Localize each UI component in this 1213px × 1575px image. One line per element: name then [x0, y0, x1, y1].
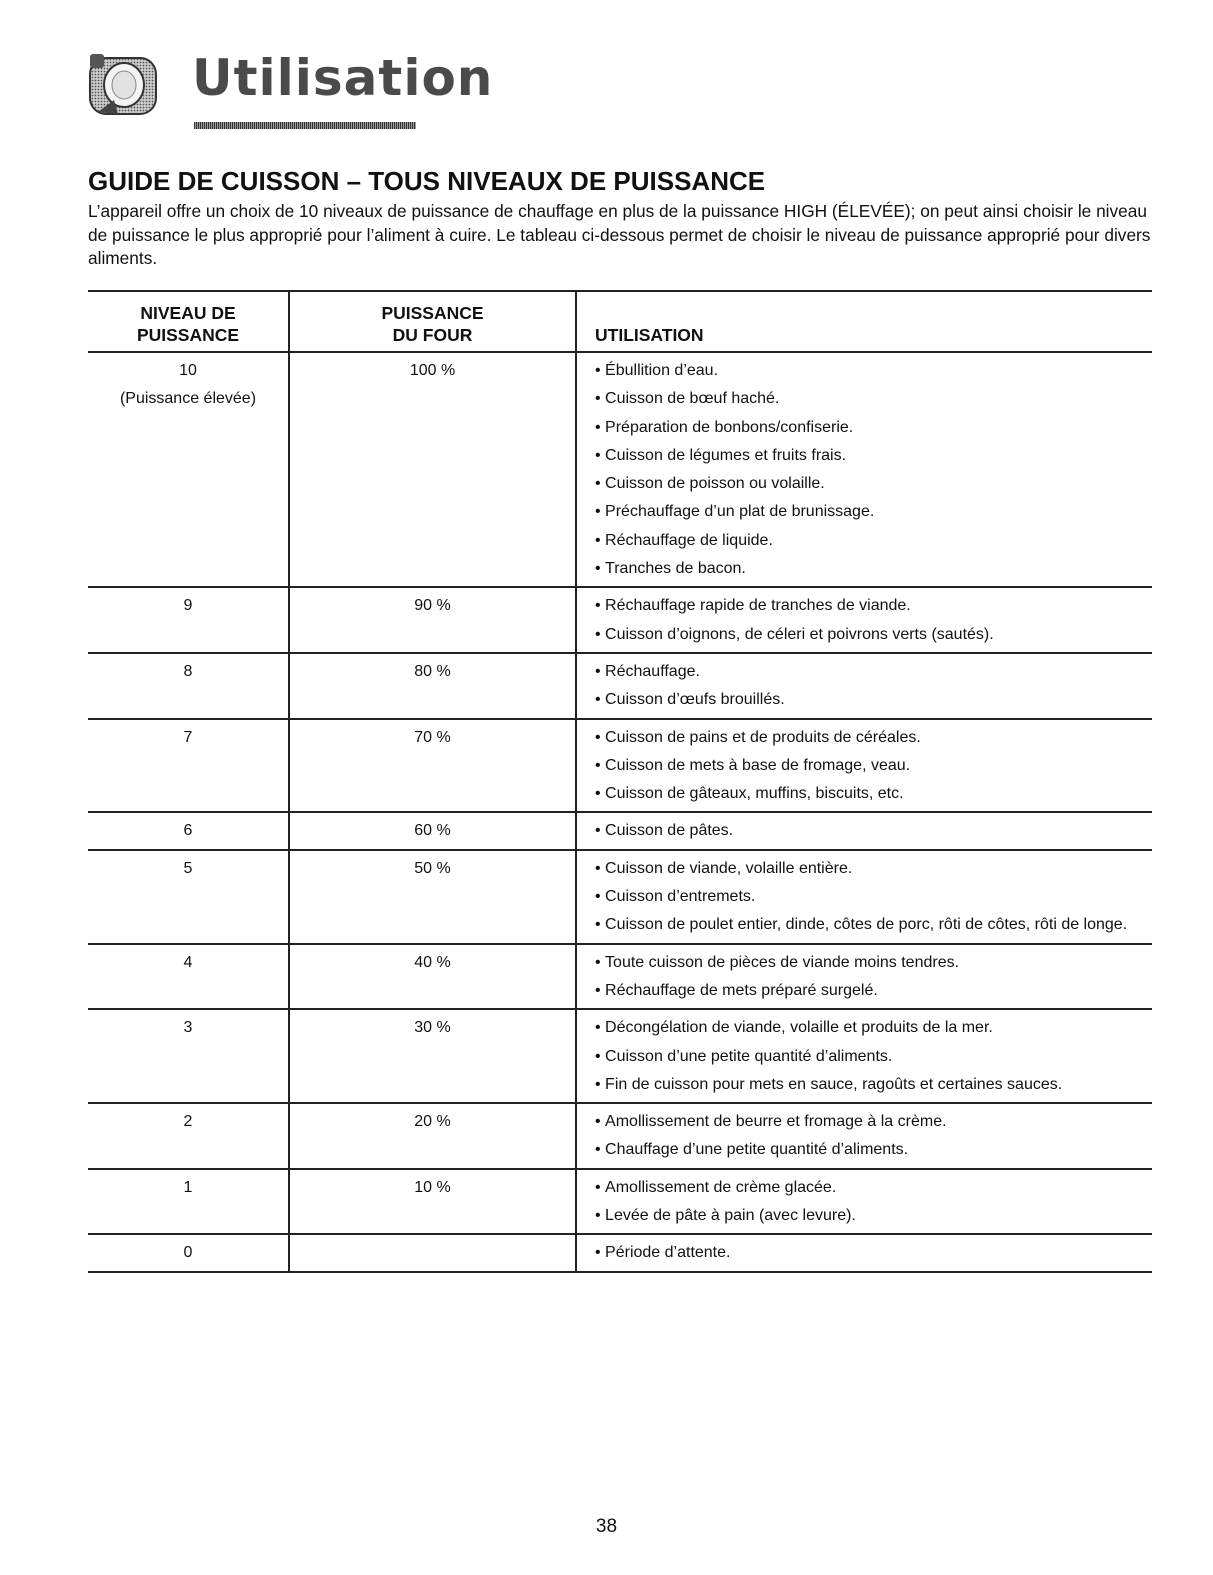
power-level-value: 7: [183, 728, 193, 746]
usage-item: • Cuisson de gâteaux, muffins, biscuits, etc.: [595, 780, 1152, 808]
usage-cell: [576, 1103, 1152, 1169]
header-power-line1: PUISSANCE: [381, 303, 484, 323]
usage-item: • Réchauffage rapide de tranches de viande.: [595, 592, 1152, 620]
table-row: [88, 587, 1152, 653]
usage-item: • Cuisson de viande, volaille entière.: [595, 855, 1152, 883]
usage-cell: [576, 850, 1152, 944]
power-level-cell: [88, 653, 289, 719]
power-level-cell: [88, 587, 289, 653]
usage-item: • Cuisson de légumes et fruits frais.: [595, 442, 1152, 470]
table-body: [88, 352, 1152, 1272]
oven-power-cell: 100 %: [289, 352, 576, 587]
table-row: [88, 1169, 1152, 1235]
power-level-cell: [88, 944, 289, 1010]
oven-power-cell: 20 %: [289, 1103, 576, 1169]
usage-item: • Ébullition d’eau.: [595, 357, 1152, 385]
usage-cell: [576, 719, 1152, 813]
usage-list: [595, 855, 1152, 940]
usage-list: [595, 658, 1152, 715]
usage-item: • Cuisson de pâtes.: [595, 817, 1152, 845]
usage-list: [595, 949, 1152, 1006]
oven-power-cell: 60 %: [289, 812, 576, 849]
usage-item: • Amollissement de crème glacée.: [595, 1174, 1152, 1202]
usage-item: • Toute cuisson de pièces de viande moins tendres.: [595, 949, 1152, 977]
power-level-value: 4: [183, 953, 193, 971]
oven-power-cell: 10 %: [289, 1169, 576, 1235]
usage-item: • Cuisson d’une petite quantité d’aliments.: [595, 1043, 1152, 1071]
power-level-cell: [88, 352, 289, 587]
usage-list: [595, 724, 1152, 809]
usage-list: [595, 1239, 1152, 1267]
intro-paragraph: L’appareil offre un choix de 10 niveaux de puissance de chauffage en plus de la puissance HIGH (ÉLEVÉE); on peut ainsi choisir le niveau de puissance le plus approprié pour l’aliment à cuire. Le tableau ci-dessous permet de choisir le niveau de puissance approprié pour divers aliments.: [88, 201, 1151, 268]
table-row: [88, 812, 1152, 849]
usage-cell: [576, 944, 1152, 1010]
header-rule: [194, 122, 416, 129]
microwave-badge-icon: [88, 52, 160, 118]
oven-power-cell: [289, 1234, 576, 1271]
usage-cell: [576, 1009, 1152, 1103]
oven-power-cell: 50 %: [289, 850, 576, 944]
power-level-value: 6: [183, 822, 193, 840]
power-level-cell: [88, 1009, 289, 1103]
usage-item: • Cuisson d’oignons, de céleri et poivrons verts (sautés).: [595, 621, 1152, 649]
usage-item: • Préchauffage d’un plat de brunissage.: [595, 498, 1152, 526]
header-power-line2: DU FOUR: [392, 325, 473, 345]
usage-item: • Période d’attente.: [595, 1239, 1152, 1267]
usage-item: • Cuisson de bœuf haché.: [595, 385, 1152, 413]
power-level-cell: [88, 1169, 289, 1235]
header-level-line2: PUISSANCE: [136, 325, 240, 345]
power-level-value: 0: [183, 1244, 193, 1262]
usage-cell: [576, 587, 1152, 653]
usage-item: • Tranches de bacon.: [595, 555, 1152, 583]
oven-power-cell: 90 %: [289, 587, 576, 653]
usage-list: [595, 1014, 1152, 1099]
power-level-value: 3: [183, 1019, 193, 1037]
power-level-note: (Puissance élevée): [119, 390, 257, 407]
page-number: 38: [595, 1516, 618, 1537]
header-level-line1: NIVEAU DE: [140, 303, 236, 323]
power-level-cell: [88, 1234, 289, 1271]
header-use: UTILISATION: [576, 291, 1152, 352]
header-title: Utilisation: [192, 49, 494, 107]
usage-item: • Préparation de bonbons/confiserie.: [595, 414, 1152, 442]
power-level-cell: [88, 719, 289, 813]
usage-item: • Cuisson de poulet entier, dinde, côtes de porc, rôti de côtes, rôti de longe.: [595, 911, 1152, 939]
usage-item: • Réchauffage.: [595, 658, 1152, 686]
table-row: [88, 1234, 1152, 1271]
usage-cell: [576, 352, 1152, 587]
table-row: [88, 352, 1152, 587]
usage-cell: [576, 812, 1152, 849]
power-level-value: 9: [183, 597, 193, 615]
table-row: [88, 850, 1152, 944]
usage-cell: [576, 653, 1152, 719]
power-level-value: 2: [183, 1113, 193, 1131]
power-level-value: 1: [183, 1178, 193, 1196]
table-row: [88, 719, 1152, 813]
oven-power-cell: 30 %: [289, 1009, 576, 1103]
usage-list: [595, 592, 1152, 649]
oven-power-cell: 40 %: [289, 944, 576, 1010]
power-level-cell: [88, 1103, 289, 1169]
power-level-value: 10: [179, 362, 197, 379]
usage-item: • Amollissement de beurre et fromage à la crème.: [595, 1108, 1152, 1136]
header-power: [289, 291, 576, 352]
power-level-table: [88, 290, 1152, 1273]
usage-item: • Cuisson de poisson ou volaille.: [595, 470, 1152, 498]
page-header: [88, 44, 494, 134]
section-title: GUIDE DE CUISSON – TOUS NIVEAUX DE PUISSANCE: [88, 166, 766, 196]
header-level: [88, 291, 289, 352]
usage-list: [595, 817, 1152, 845]
usage-cell: [576, 1169, 1152, 1235]
usage-item: • Fin de cuisson pour mets en sauce, ragoûts et certaines sauces.: [595, 1071, 1152, 1099]
usage-item: • Cuisson d’entremets.: [595, 883, 1152, 911]
oven-power-cell: 70 %: [289, 719, 576, 813]
power-level-cell: [88, 850, 289, 944]
usage-list: [595, 1108, 1152, 1165]
power-level-value: 8: [183, 662, 193, 680]
usage-item: • Cuisson de pains et de produits de céréales.: [595, 724, 1152, 752]
oven-power-cell: 80 %: [289, 653, 576, 719]
table-header-row: [88, 291, 1152, 352]
usage-cell: [576, 1234, 1152, 1271]
table-row: [88, 1103, 1152, 1169]
usage-list: [595, 1174, 1152, 1231]
usage-item: • Décongélation de viande, volaille et produits de la mer.: [595, 1014, 1152, 1042]
table-row: [88, 653, 1152, 719]
table-row: [88, 1009, 1152, 1103]
usage-item: • Levée de pâte à pain (avec levure).: [595, 1202, 1152, 1230]
usage-item: • Réchauffage de liquide.: [595, 527, 1152, 555]
usage-item: • Cuisson d’œufs brouillés.: [595, 686, 1152, 714]
table-row: [88, 944, 1152, 1010]
power-level-value: 5: [183, 859, 193, 877]
usage-item: • Réchauffage de mets préparé surgelé.: [595, 977, 1152, 1005]
usage-list: [595, 357, 1152, 583]
usage-item: • Cuisson de mets à base de fromage, veau.: [595, 752, 1152, 780]
usage-item: • Chauffage d’une petite quantité d’aliments.: [595, 1136, 1152, 1164]
power-level-cell: [88, 812, 289, 849]
